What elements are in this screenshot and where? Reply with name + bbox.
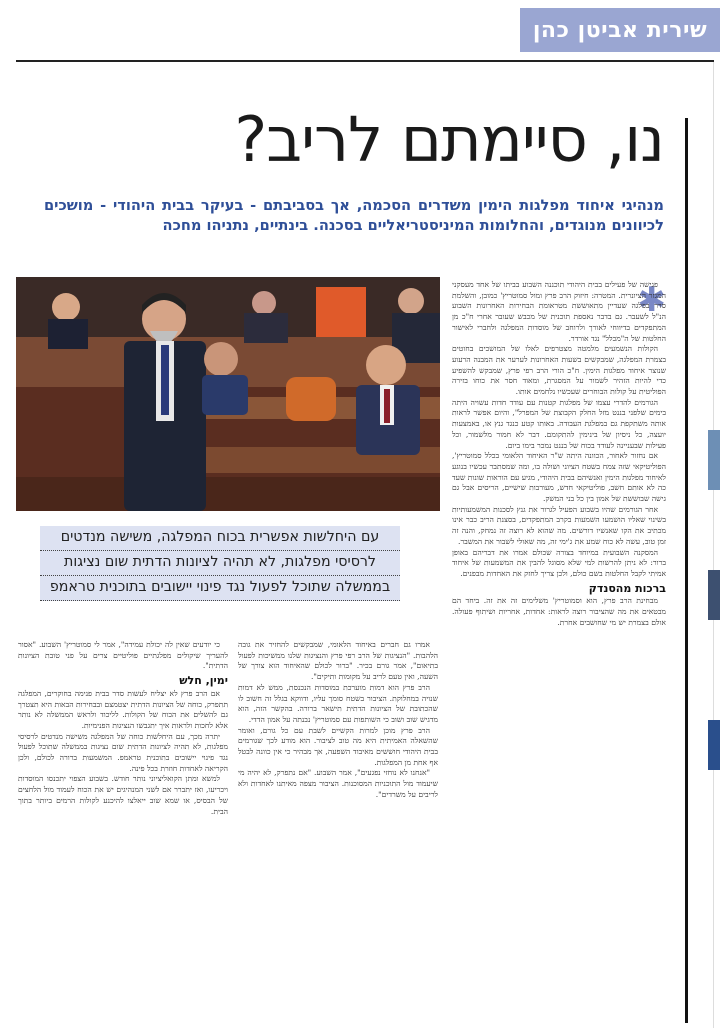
knesset-photo-illustration bbox=[16, 277, 440, 511]
photo-caption bbox=[40, 526, 400, 601]
subheadline: מנהיגי איחוד מפלגות הימין משדרים הסכמה, אך בסביבתם - בעיקר בבית היהודי - מושכים לכיוונים מנוגדים, והחלומות המיניסטריאליים בסכנה. בינתיים, נתניהו מחכה bbox=[44, 197, 664, 234]
article-paragraph: פגישה של פעילים בבית היהודי תוכננה השבוע בביתו של אחד מעסקני המגזר הציונרית. המטרה: חיזוק הרב פרץ ומול סמוטריץ' כמובן, והשלמת סדר בפלגה שעדיין מתאוששת מטראומת הבחירות האחרונות השבוע הנ"ל לשעבר. גם בדבר נאספת תוכנית של מכבש שעובר אחרי ח"כ מן המתפקדים בדיווחי לאורך ולרוחב של מוסדות המפלגה ולחברי לאישור החלטות של ה"מכלל" נגד אורדר. bbox=[452, 280, 666, 343]
adjacent-page-edge bbox=[708, 430, 720, 770]
article-paragraph: הקולות הנשמעים מלמטה מצטרפים לאלו של המושכים בחוטים בצמרת המפלגה, שמבקשים בשעות האחרונות לערער את המבנה הרעוע שנוצר איחוד מפלגות הימין. ח"כ הורי הרב רפי פרץ, שמבקש להשפיע כדי להיות הזהיר לשמור על המסגרת, ומאוד חסר את כוחו בזירה הפוליטית על קולות הבוחרים שעכשיו נלחמים אותו. bbox=[452, 344, 666, 397]
asterisk-icon: ✱ bbox=[637, 280, 666, 320]
knesset-photo bbox=[16, 277, 440, 511]
caption-line-2: לרסיסי מפלגות, לא תהיה לציונות הדתית שום נציגות bbox=[40, 551, 400, 576]
section-heading: ברכות מהסנדק bbox=[588, 581, 666, 595]
byline-tag: שירית אביטן כהן bbox=[520, 8, 720, 52]
article-paragraph: מבחינת הרב פרץ, הוא וסמוטריץ' משלימים זה את זה. ביחד הם מבטאים את מה שהציבור רוצה לראות: אחדות, אחריות ושיתוף פעולה. אולם בצמרת יש מי שחושבים אחרת. bbox=[452, 596, 666, 627]
article-paragraph: הרב פרץ מוכן למרות הקשיים לשבת עם כל גורם, ואומר שהשאלה האמיתית היא מה טוב לציבור. הוא מודע לכך שגורמים בבית היהודי חוששים מאיבוד השפעה, אך מבהיר כי אין כוונה לבטל אף אחת מן המפלגות. bbox=[238, 725, 438, 767]
article-column-right bbox=[452, 280, 666, 1020]
article-paragraph: הרב פרץ הוא דמות מוערכת במוסדות הנכנסת, ממש לא דמות שנויה במחלוקת. הציבור בשטח סומך עליו, ודווקא בגלל זה חשוב לו שהכתובת של הציונות הדתית תישאר ברורה. בהקשר הזה, הוא מדגיש שוב ושוב כי השותפות עם סמוטריץ' נבנתה על אמון הדדי. bbox=[238, 682, 438, 724]
article-paragraph: יתרה מכך, עם היחלשות כוחה של המפלגה משישה מנדטים לרסיסי מפלגות, לא תהיה לציונות הדתית שום נציגות בממשלה שתוכל לפעול נגד פינוי יישובים בתוכנית טראמפ. המשמעות ברורה לכולם, ולכן הקריאה לאחדות חוזרת בכל פינה. bbox=[18, 731, 228, 773]
article-paragraph: אמרו גם חברים באיחוד הלאומי, שמבקשים להחזיר את גובה הלהבות. "הנציגות של הרב רפי פרץ והנציגות שלנו ממשיכות לפעול בתיאום", אמר גורם בכיר. "ברור לכולם שהאיחוד הוא צורך של השעה, ואין טעם לריב על מקומות ותיקים". bbox=[238, 640, 438, 682]
article-column-middle bbox=[238, 640, 438, 1024]
article-paragraph: "אנחנו לא נוחזי נפגעים", אמר השבוע. "אם נתפרק, לא יהיה מי שיעמוד מול התוכניות המסוכנות. הציבור מצפה מאיתנו לאחדות ולא לריבים על משרדים". bbox=[238, 768, 438, 799]
article-paragraph: אם הרב פרץ לא יצליח לעשות סדר בבית פנימה בחוקרים, המפלגה תתפרק, כוחה של הציונות הדתית יצטמצם ובבחירות הבאות היא תצטרך גם להשלים את הכוח של הקולות. לליכוד ולראש הממשלה לא נותר אלא לחכות ולראות איך יתגבשו הנציגות הפנימיות. bbox=[18, 688, 228, 730]
article-paragraph: אחר הגורמים שהיו בשבוע הפעיל לגרור את גנץ לסכנות המשמעותיות בשינוי שאליו הושמעו השמעות בקרב המתפקדים, בסצנת הריב כבר אינו מכתיב את הקו שאנשיו דורשים. מה שהוא לא רוצה זה נמחק, והנה זה זמן טוב, עשה לא כוח שמע את ג'ימי זה, מה שאולי לשבור את המשבר. bbox=[452, 504, 666, 546]
section-heading: ימין, חלש bbox=[179, 674, 228, 688]
article-paragraph: המסקנה השבועית במיוחד בצורה שכולם אמרו את דבריהם באופן ברור: לא ניתן להרשות למי שלא מסוגל להבין את המשמעות של איחוד אמיתי לקבל החלטות בשם כולם, ולכן צריך לחזק את האחדות מבפנים. bbox=[452, 547, 666, 578]
article-paragraph: הגורמים להדרי עצמו של מפלגות קטנות עם עודד חדות עשויה היתה בימים שלפני בננט מזל החלק הקבוצת של המפרל", והיום אפשר לראות אותה משתקפת גם במפלגת העבודה. באותו קטע כנגד גנץ או, באמצעות יועצה, כל ניסיון של בינימין להתקומם. דבר לא חמור מלשמור, וכל פעילות שבעניינה לעודד בכוח של בננט נמכר בימו ביום. bbox=[452, 397, 666, 450]
headline: נו, סיימתם לריב? bbox=[234, 103, 664, 176]
article-paragraph: אם נחזור לאחור, הכוונה היתה ש"ר האיחוד הלאומי בכלל סמוטריץ', הפוליטיקאי שזה צמח בשטח הציוני ושולה בו, ומה שמסתבר עכשיו בנוגע לאיחוד מפלגות הימין ואנשיהם בבית היהודי, מגיע עם הוראות שונות שעד כה לא אותם חשב, פוליטיקאי חדש, מעורבות שישיים, הריסים אבל גם גישה שבוששת של אמון בין כל בני המשק. bbox=[452, 451, 666, 504]
article-paragraph: למשא ומתן הקואליציוני נותר חודש. בשבוע הצפוי יתכנסו המוסדות ויכריעו, ואז יתברר אם לשני המנהיגים יש את הכוח לעמוד מול הלחצים של הבסיס, או שמא שוב ייאלצו להיכנע לקולות הרמים ביותר בתוך הבית. bbox=[18, 774, 228, 816]
article-paragraph: כי יודעים שאין לה יכולת עמידה", אמר לי סמוטריץ' השבוע. "אסור להעריך שיקולים מפלגתיים פוליטיים צרים על פני טובת הציונות הדתית". bbox=[18, 640, 228, 671]
article-column-left bbox=[18, 640, 228, 1024]
headline-vertical-rule bbox=[685, 118, 688, 1023]
caption-line-3: בממשלה שתוכל לפעול נגד פינוי יישובים בתוכנית טראמפ bbox=[40, 576, 400, 601]
top-rule bbox=[16, 60, 714, 62]
caption-line-1: עם היחלשות אפשרית בכוח המפלגה, משישה מנדטים bbox=[40, 526, 400, 551]
